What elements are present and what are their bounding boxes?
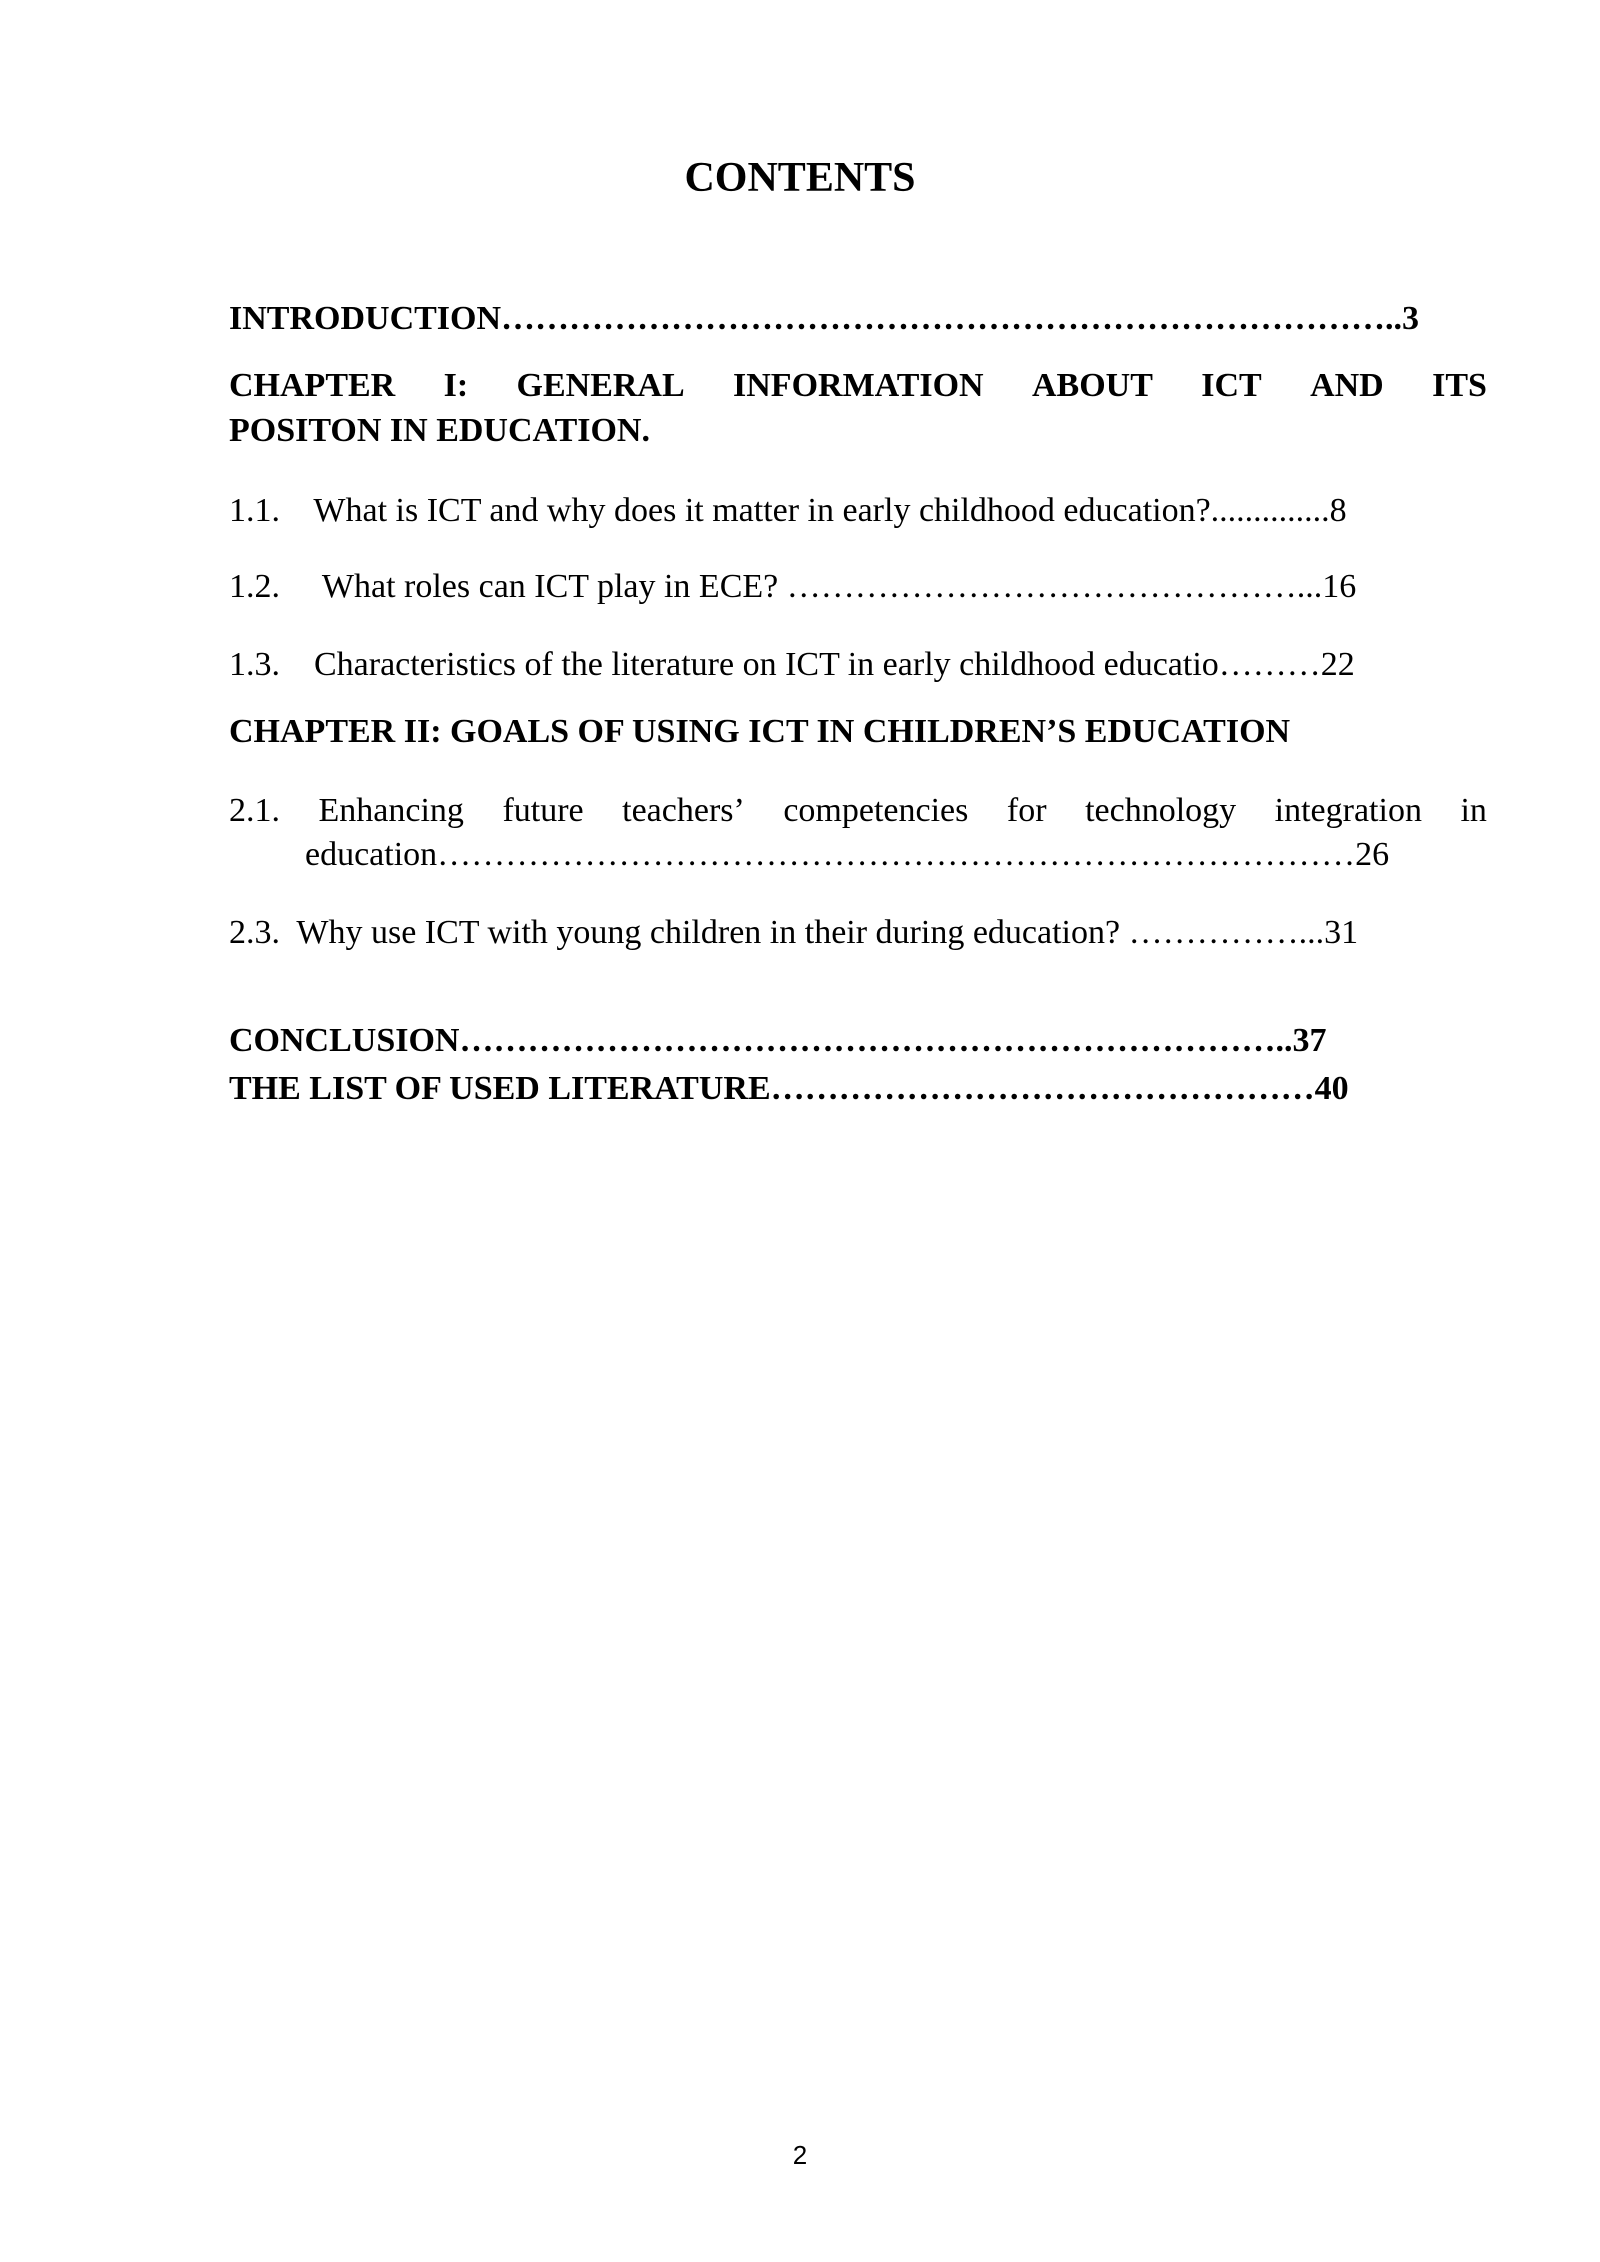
- toc-entry-2-3: 2.3. Why use ICT with young children in their during education? ……………...31: [229, 914, 1359, 951]
- toc-word: competencies: [783, 792, 969, 829]
- toc-entry-chapter-1-line-2: POSITON IN EDUCATION.: [229, 412, 650, 449]
- toc-entry-1-1: 1.1. What is ICT and why does it matter in early childhood education?..............8: [229, 492, 1347, 529]
- toc-entry-2-1-line-1: [229, 789, 1487, 833]
- toc-entry-chapter-2: CHAPTER II: GOALS OF USING ICT IN CHILDREN’S EDUCATION: [229, 713, 1291, 750]
- toc-word: INFORMATION: [733, 367, 984, 404]
- toc-word: ICT: [1201, 367, 1262, 404]
- toc-entry-chapter-1-line-1: [229, 364, 1487, 408]
- toc-entry-2-1-line-2: education………………………………………………………………………26: [305, 836, 1390, 873]
- toc-entry-literature: THE LIST OF USED LITERATURE…………………………………………40: [229, 1070, 1349, 1107]
- toc-entry-1-3: 1.3. Characteristics of the literature on ICT in early childhood educatio………22: [229, 646, 1355, 683]
- toc-word: in: [1460, 792, 1487, 829]
- toc-word: future: [502, 792, 584, 829]
- toc-word: 2.1.: [229, 792, 280, 829]
- toc-word: teachers’: [622, 792, 745, 829]
- toc-word: GENERAL: [516, 367, 685, 404]
- toc-word: technology: [1085, 792, 1237, 829]
- toc-word: Enhancing: [318, 792, 464, 829]
- toc-entry-introduction: INTRODUCTION……………………………………………………………………..3: [229, 300, 1420, 337]
- toc-word: CHAPTER: [229, 367, 396, 404]
- toc-word: AND: [1310, 367, 1384, 404]
- page-number: 2: [792, 2140, 808, 2170]
- toc-word: for: [1006, 792, 1047, 829]
- toc-word: ABOUT: [1031, 367, 1153, 404]
- toc-word: I:: [443, 367, 469, 404]
- toc-word: integration: [1274, 792, 1422, 829]
- toc-entry-conclusion: CONCLUSION………………………………………………………………..37: [229, 1022, 1327, 1059]
- page-title: CONTENTS: [684, 155, 916, 201]
- toc-word: ITS: [1432, 367, 1487, 404]
- toc-entry-1-2: 1.2. What roles can ICT play in ECE? ………………………………………...16: [229, 568, 1357, 605]
